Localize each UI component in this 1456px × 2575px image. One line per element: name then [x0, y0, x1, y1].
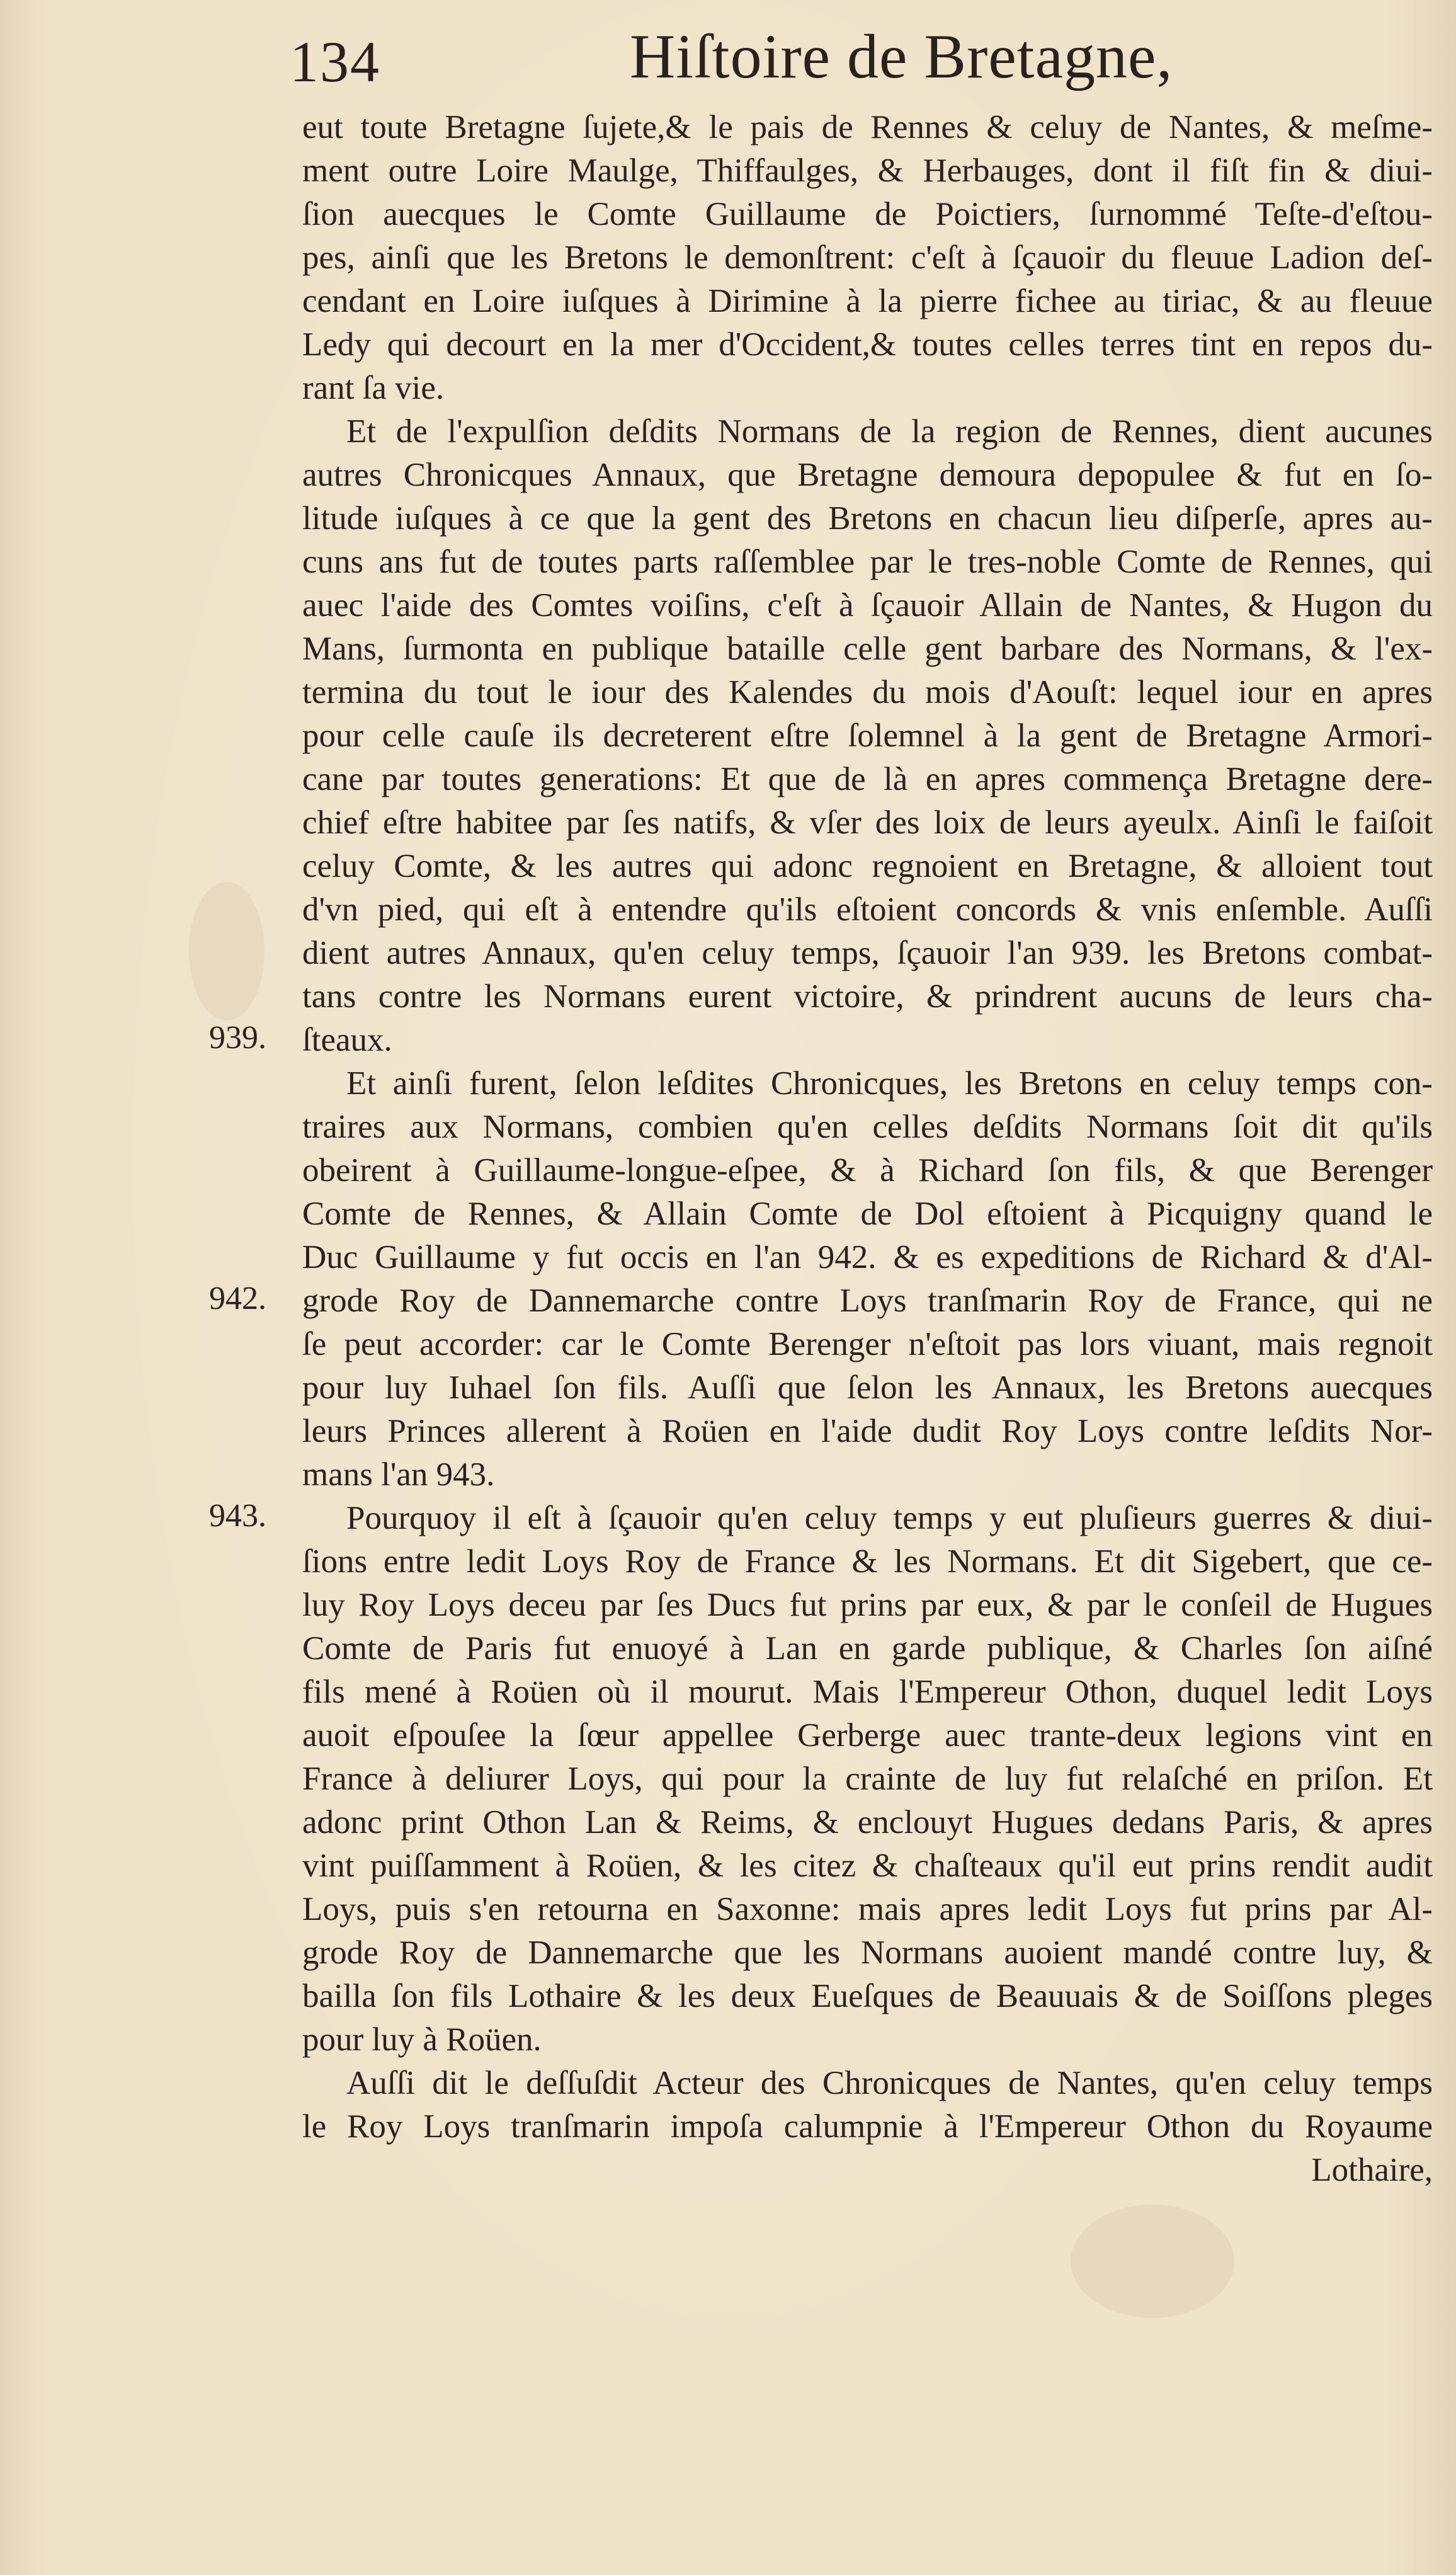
text-line: auec l'aide des Comtes voiſins, c'eſt à ſçauoir Allain de Nantes, & Hugon du	[302, 587, 1433, 624]
catchword: Lothaire,	[1311, 2152, 1433, 2188]
running-title: Hiſtoire de Bretagne,	[630, 21, 1173, 91]
text-line: ſion auecques le Comte Guillaume de Poictiers, ſurnommé Teſte-d'eſtou-	[302, 196, 1433, 232]
text-line: Et ainſi furent, ſelon leſdites Chronicques, les Bretons en celuy temps con-	[346, 1065, 1433, 1102]
text-line: mans l'an 943.	[302, 1456, 495, 1493]
text-line: dient autres Annaux, qu'en celuy temps, ſçauoir l'an 939. les Bretons combat-	[302, 935, 1433, 971]
body-text	[302, 106, 1433, 2192]
text-line: Et de l'expulſion deſdits Normans de la region de Rennes, dient aucunes	[346, 413, 1433, 450]
page-number: 134	[290, 30, 380, 94]
text-line: Comte de Paris fut enuoyé à Lan en garde publique, & Charles ſon aiſné	[302, 1630, 1433, 1667]
text-line: ſions entre ledit Loys Roy de France & les Normans. Et dit Sigebert, que ce-	[302, 1543, 1433, 1580]
text-line: obeirent à Guillaume-longue-eſpee, & à Richard ſon fils, & que Berenger	[302, 1152, 1433, 1189]
text-line: chief eſtre habitee par ſes natifs, & vſer des loix de leurs ayeulx. Ainſi le faiſoit	[302, 804, 1433, 841]
text-line: ſteaux.	[302, 1022, 392, 1058]
text-line: ſe peut accorder: car le Comte Berenger n'eſtoit pas lors viuant, mais regnoit	[302, 1326, 1433, 1362]
text-line: celuy Comte, & les autres qui adonc regnoient en Bretagne, & alloient tout	[302, 848, 1433, 884]
text-line: pes, ainſi que les Bretons le demonſtrent: c'eſt à ſçauoir du fleuue Ladion deſ-	[302, 239, 1433, 276]
text-line: Pourquoy il eſt à ſçauoir qu'en celuy temps y eut pluſieurs guerres & diui-	[346, 1500, 1433, 1536]
text-line: France à deliurer Loys, qui pour la crainte de luy fut relaſché en priſon. Et	[302, 1761, 1433, 1797]
text-line: auoit eſpouſee la ſœur appellee Gerberge auec trante-deux legions vint en	[302, 1717, 1433, 1754]
text-line: litude iuſques à ce que la gent des Bretons en chacun lieu diſperſe, apres au-	[302, 500, 1433, 537]
text-line: ment outre Loire Maulge, Thiffaulges, & Herbauges, dont il fiſt fin & diui-	[302, 152, 1433, 189]
text-line: Ledy qui decourt en la mer d'Occident,& toutes celles terres tint en repos du-	[302, 326, 1433, 363]
text-line: pour luy à Roüen.	[302, 2021, 542, 2058]
text-line: Mans, ſurmonta en publique bataille celle gent barbare des Normans, & l'ex-	[302, 631, 1433, 667]
text-line: rant ſa vie.	[302, 370, 445, 406]
text-line: autres Chronicques Annaux, que Bretagne demoura depopulee & fut en ſo-	[302, 457, 1433, 493]
text-line: fils mené à Roüen où il mourut. Mais l'Empereur Othon, duquel ledit Loys	[302, 1674, 1433, 1710]
text-line: Loys, puis s'en retourna en Saxonne: mais apres ledit Loys fut prins par Al-	[302, 1891, 1433, 1927]
text-line: vint puiſſamment à Roüen, & les citez & chaſteaux qu'il eut prins rendit audit	[302, 1847, 1433, 1884]
text-line: pour luy Iuhael ſon fils. Auſſi que ſelon les Annaux, les Bretons auecques	[302, 1369, 1433, 1406]
text-line: Duc Guillaume y fut occis en l'an 942. & es expeditions de Richard & d'Al-	[302, 1239, 1433, 1276]
text-line: Auſſi dit le deſſuſdit Acteur des Chronicques de Nantes, qu'en celuy temps	[346, 2065, 1433, 2101]
text-line: cane par toutes generations: Et que de là en apres commença Bretagne dere-	[302, 761, 1433, 797]
text-line: Comte de Rennes, & Allain Comte de Dol eſtoient à Picquigny quand le	[302, 1196, 1433, 1232]
text-line: termina du tout le iour des Kalendes du mois d'Aouſt: lequel iour en apres	[302, 674, 1433, 711]
text-line: grode Roy de Dannemarche contre Loys tranſmarin Roy de France, qui ne	[302, 1282, 1433, 1319]
text-line: adonc print Othon Lan & Reims, & enclouyt Hugues dedans Paris, & apres	[302, 1804, 1433, 1841]
text-line: le Roy Loys tranſmarin impoſa calumpnie à l'Empereur Othon du Royaume	[302, 2108, 1433, 2145]
margin-year-note: 939.	[209, 1020, 266, 1056]
text-line: luy Roy Loys deceu par ſes Ducs fut prins par eux, & par le conſeil de Hugues	[302, 1587, 1433, 1623]
text-line: eut toute Bretagne ſujete,& le pais de Rennes & celuy de Nantes, & meſme-	[302, 109, 1433, 146]
text-line: traires aux Normans, combien qu'en celles deſdits Normans ſoit dit qu'ils	[302, 1109, 1433, 1145]
margin-year-note: 943.	[209, 1498, 266, 1534]
text-line: d'vn pied, qui eſt à entendre qu'ils eſtoient concords & vnis enſemble. Auſſi	[302, 891, 1433, 928]
text-line: grode Roy de Dannemarche que les Normans auoient mandé contre luy, &	[302, 1934, 1433, 1971]
paper-stain	[189, 882, 264, 1020]
text-line: cendant en Loire iuſques à Dirimine à la pierre fichee au tiriac, & au fleuue	[302, 283, 1433, 319]
margin-year-note: 942.	[209, 1281, 266, 1316]
text-line: bailla ſon fils Lothaire & les deux Eueſques de Beauuais & de Soiſſons pleges	[302, 1978, 1433, 2014]
text-line: leurs Princes allerent à Roüen en l'aide dudit Roy Loys contre leſdits Nor-	[302, 1413, 1433, 1449]
paper-stain	[1071, 2205, 1234, 2318]
text-line: cuns ans fut de toutes parts raſſemblee par le tres-noble Comte de Rennes, qui	[302, 544, 1433, 580]
text-line: pour celle cauſe ils decreterent eſtre ſolemnel à la gent de Bretagne Armori-	[302, 717, 1433, 754]
text-line: tans contre les Normans eurent victoire, & prindrent aucuns de leurs cha-	[302, 978, 1433, 1015]
